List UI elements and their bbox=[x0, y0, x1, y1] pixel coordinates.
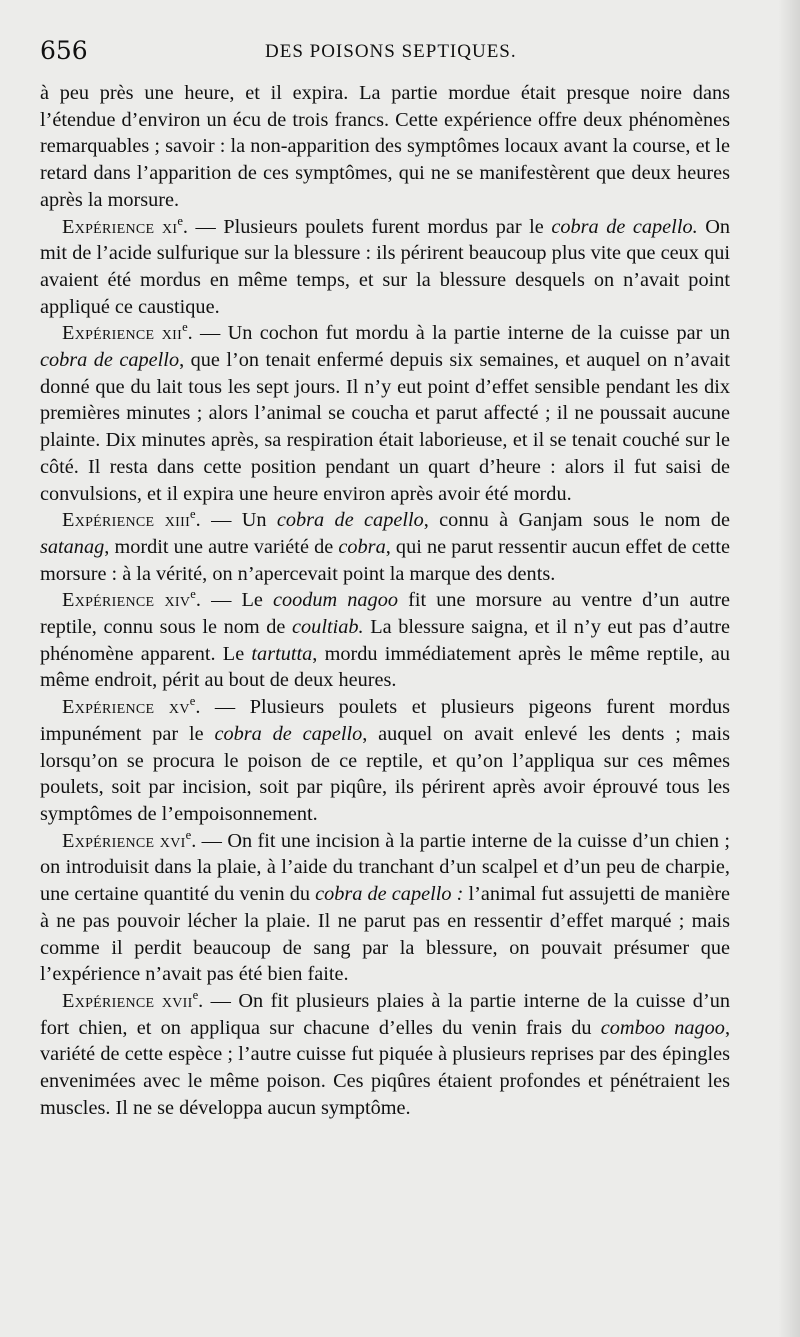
text-run: Plusieurs poulets furent mordus par le bbox=[223, 215, 552, 238]
paragraph-experience-15 bbox=[40, 694, 730, 828]
label-dash: . — bbox=[198, 989, 239, 1012]
text-run: , que l’on tenait enfermé depuis six semaines, et auquel on n’avait donné que du lait tous les sept jours. Il n’y eut point d’effet sensible pendant les dix premières minutes ; alors l’animal se coucha et parut affecté ; il ne poussait aucune plainte. Dix minutes après, sa respiration était laborieuse, et il se tenait couché sur le côté. Il resta dans cette position pendant un quart d’heure : alors il fut saisi de convulsions, et il expira une heure environ après avoir été mordu. bbox=[40, 349, 731, 505]
experience-numeral: xii bbox=[161, 322, 183, 345]
italic-term: cobra de capello. bbox=[551, 215, 698, 238]
text-run: , mordu immédiatement après le même reptile, au même endroit, périt au bout de deux heures. bbox=[40, 642, 730, 692]
experience-label: Expérience bbox=[62, 215, 155, 238]
experience-numeral: xi bbox=[161, 215, 178, 238]
page-header bbox=[40, 36, 730, 76]
text-run: Le bbox=[241, 589, 273, 612]
paragraph-experience-17 bbox=[40, 988, 730, 1122]
italic-term: comboo nagoo bbox=[600, 1016, 725, 1039]
ordinal-superscript: e bbox=[177, 213, 183, 228]
page-number: 656 bbox=[40, 36, 88, 65]
label-dash: . — bbox=[195, 696, 250, 719]
text-run: fit une morsure au ventre d’un autre reptile, connu sous le nom de bbox=[40, 589, 730, 639]
experience-numeral: xiv bbox=[164, 589, 191, 612]
label-dash: . — bbox=[182, 215, 224, 238]
label-dash: . — bbox=[187, 322, 228, 345]
italic-term: coultiab. bbox=[292, 616, 364, 639]
text-run: , auquel on avait enlevé les dents ; mais lorsqu’on se procura le poison de ce reptile, et qu’on l’appliqua sur ces mêmes poulets, soit par incision, soit par piqûre, ils périrent après avoir éprouvé tous les symptômes de l’empoisonnement. bbox=[40, 722, 730, 825]
experience-numeral: xvi bbox=[159, 829, 186, 852]
paragraph-experience-11 bbox=[40, 214, 730, 321]
text-run: , mordit une autre variété de bbox=[104, 535, 339, 558]
body-text bbox=[40, 80, 730, 1121]
text-run: l’animal fut assujetti de manière à ne pas pouvoir lécher la plaie. Il ne parut pas en ressentir d’effet marqué ; mais comme il perdit beaucoup de sang par la blessure, on pouvait présumer que l’expérience n’avait pas été bien faite. bbox=[40, 883, 730, 986]
text-run: Un cochon fut mordu à la partie interne de la cuisse par un bbox=[227, 322, 730, 345]
experience-numeral: xvii bbox=[161, 989, 193, 1012]
ordinal-superscript: e bbox=[190, 587, 196, 602]
ordinal-superscript: e bbox=[190, 507, 196, 522]
paragraph-experience-13 bbox=[40, 507, 730, 587]
italic-term: cobra bbox=[338, 535, 386, 558]
paragraph-experience-14 bbox=[40, 587, 730, 694]
italic-term: cobra de capello bbox=[40, 349, 180, 372]
text-run: La blessure saigna, et il n’y eut pas d’autre phénomène apparent. Le bbox=[40, 616, 731, 665]
experience-label: Expérience bbox=[62, 829, 155, 852]
ordinal-superscript: e bbox=[192, 988, 199, 1003]
running-title: DES POISONS SEPTIQUES. bbox=[265, 41, 517, 62]
experience-numeral: xv bbox=[168, 696, 190, 719]
text-run: , qui ne parut ressentir aucun effet de cette morsure : à la vérité, on n’apercevait point la marque des dents. bbox=[40, 535, 730, 585]
text-run: On mit de l’acide sulfurique sur la blessure : ils périrent beaucoup plus vite que ceux qui avaient été mordus en même temps, et sur la blessure desquels on n’avait point appliqué ce caustique. bbox=[40, 215, 730, 318]
italic-term: cobra de capello bbox=[214, 722, 363, 745]
italic-term: satanag bbox=[40, 535, 105, 558]
paragraph-experience-16 bbox=[40, 828, 730, 988]
text-run: Un bbox=[241, 509, 277, 532]
italic-term: cobra de capello bbox=[276, 509, 424, 532]
ordinal-superscript: e bbox=[185, 827, 192, 842]
italic-term: tartutta bbox=[251, 642, 313, 665]
text-run: On fit plusieurs plaies à la partie interne de la cuisse d’un fort chien, et on appliqua sur chacune d’elles du venin frais du bbox=[40, 989, 730, 1039]
paragraph-experience-12 bbox=[40, 320, 730, 507]
experience-label: Expérience bbox=[62, 509, 155, 532]
experience-label: Expérience bbox=[62, 322, 155, 345]
experience-numeral: xiii bbox=[164, 509, 191, 532]
ordinal-superscript: e bbox=[182, 320, 188, 335]
text-run: , variété de cette espèce ; l’autre cuisse fut piquée à plusieurs reprises par des épingles envenimées avec le même poison. Ces piqûres étaient profondes et pénétraient les muscles. Il ne se développa aucun symptôme. bbox=[40, 1016, 731, 1119]
label-dash: . — bbox=[195, 509, 242, 532]
label-dash: . — bbox=[195, 589, 242, 612]
label-dash: . — bbox=[191, 829, 228, 852]
experience-label: Expérience bbox=[62, 696, 155, 719]
paragraph-continuation bbox=[40, 80, 730, 214]
italic-term: coodum nagoo bbox=[272, 589, 398, 612]
experience-label: Expérience bbox=[62, 589, 155, 612]
italic-term: cobra de capello : bbox=[315, 883, 464, 906]
text-run: à peu près une heure, et il expira. La partie mordue était presque noire dans l’étendue d’environ un écu de trois francs. Cette expérience offre deux phénomènes remarquables ; savoir : la non-apparition des symptômes locaux avant la course, et le retard dans l’apparition de ces symptômes, qui ne se manifestèrent que deux heures après la morsure. bbox=[40, 82, 730, 211]
experience-label: Expérience bbox=[62, 989, 155, 1012]
ordinal-superscript: e bbox=[189, 694, 196, 709]
text-run: On fit une incision à la partie interne de la cuisse d’un chien ; on introduisit dans la plaie, à l’aide du tranchant d’un scalpel et d’un peu de charpie, une certaine quantité du venin du bbox=[40, 829, 730, 906]
text-run: Plusieurs poulets et plusieurs pigeons furent mordus impunément par le bbox=[40, 696, 730, 745]
text-run: , connu à Ganjam sous le nom de bbox=[423, 509, 731, 532]
